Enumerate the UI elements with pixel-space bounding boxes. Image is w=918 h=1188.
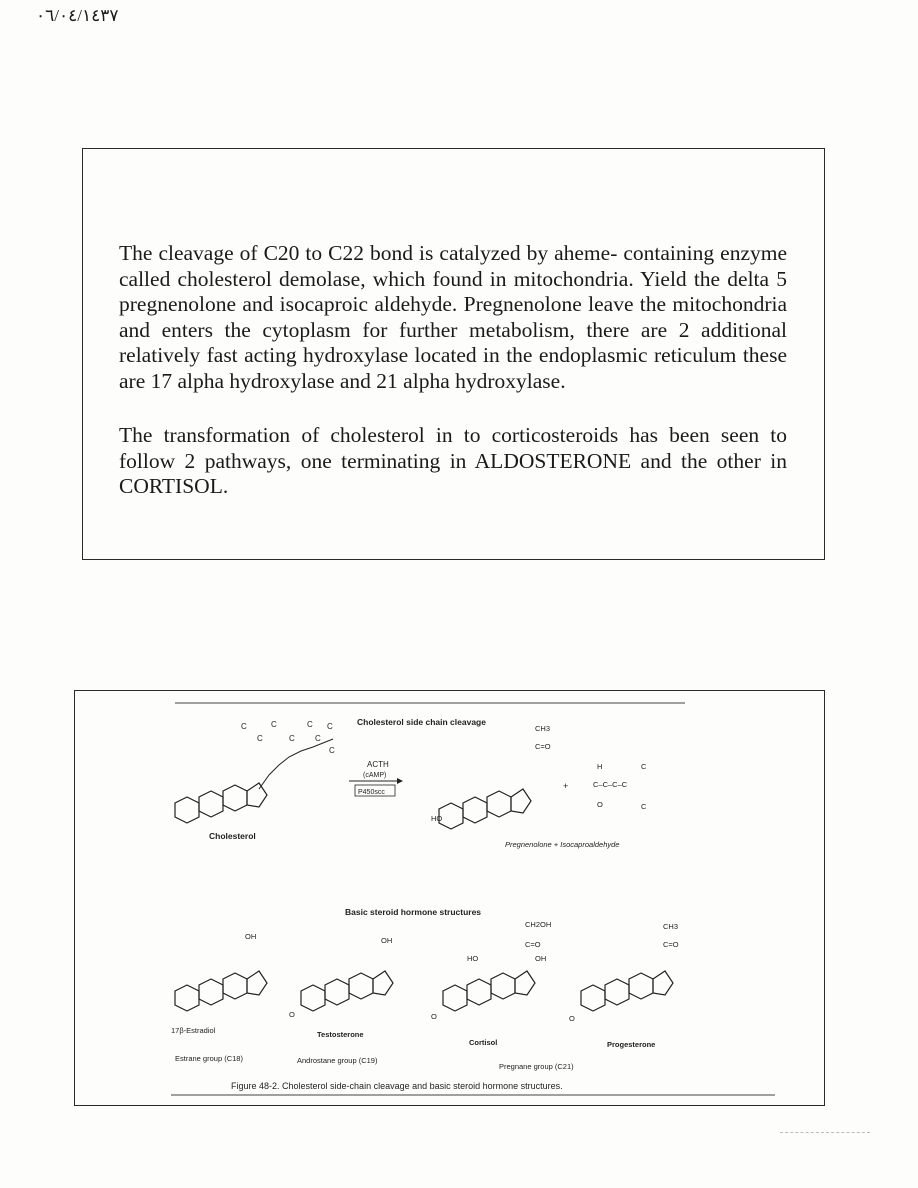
cortisol-structure	[443, 971, 535, 1011]
paragraph-pathways: The transformation of cholesterol in to corticosteroids has been seen to follow 2 pathways, one terminating in ALDOSTERONE and the other in CORTISOL.	[119, 423, 787, 498]
chol-chain-c5: C	[307, 720, 313, 729]
figure-box	[74, 690, 825, 1106]
pregnenolone-ho: HO	[431, 814, 443, 823]
chol-chain-c8: C	[329, 746, 335, 755]
estradiol-structure	[175, 971, 267, 1011]
label-cortisol: Cortisol	[469, 1038, 498, 1047]
pregnenolone-co: C=O	[535, 742, 551, 751]
isocapro-chain: C–C–C–C	[593, 780, 628, 789]
cholesterol-structure	[175, 783, 267, 823]
testosterone-o: O	[289, 1010, 295, 1019]
chol-chain-c1: C	[241, 722, 247, 731]
isocapro-o: O	[597, 800, 603, 809]
cholesterol-side-chain	[259, 739, 333, 789]
progesterone-structure	[581, 971, 673, 1011]
progesterone-ch3: CH3	[663, 922, 679, 931]
plus-sign: +	[563, 781, 569, 791]
isocapro-c-bottom: C	[641, 802, 647, 811]
steroid-figure	[75, 691, 826, 1107]
progesterone-co: C=O	[663, 940, 679, 949]
label-acth: ACTH	[367, 760, 389, 769]
label-camp: (cAMP)	[363, 772, 387, 779]
reaction-arrowhead	[397, 778, 403, 784]
label-products: Pregnenolone + Isocaproaldehyde	[505, 840, 620, 849]
pregnenolone-ch3: CH3	[535, 724, 551, 733]
pregnenolone-structure	[439, 789, 531, 829]
estradiol-oh: OH	[245, 932, 257, 941]
cortisol-ho: HO	[467, 954, 479, 963]
cortisol-o: O	[431, 1012, 437, 1021]
chol-chain-c2: C	[257, 734, 263, 743]
label-progesterone: Progesterone	[607, 1040, 656, 1049]
testosterone-structure	[301, 971, 393, 1011]
label-pregnane: Pregnane group (C21)	[499, 1062, 574, 1071]
cortisol-ch2oh: CH2OH	[525, 920, 552, 929]
label-testosterone: Testosterone	[317, 1030, 364, 1039]
chol-chain-c6: C	[315, 734, 321, 743]
chol-chain-c3: C	[271, 720, 277, 729]
paragraph-cleavage: The cleavage of C20 to C22 bond is catalyzed by aheme- containing enzyme called cholesterol demolase, which found in mitochondria. Yield the delta 5 pregnenolone and isocaproic aldehyde. Pregnenolone leave the mitochondria and enters the cytoplasm for further metabolism, there are 2 additional relatively fast acting hydroxylase located in the endoplasmic reticulum these are 17 alpha hydroxylase and 21 alpha hydroxylase.	[119, 241, 787, 393]
label-enzyme: P450scc	[358, 789, 385, 796]
cortisol-co: C=O	[525, 940, 541, 949]
isocapro-h: H	[597, 762, 603, 771]
label-estradiol: 17β-Estradiol	[171, 1026, 216, 1035]
page-date: ٠٦/٠٤/١٤٣٧	[36, 6, 119, 25]
section1-title: Cholesterol side chain cleavage	[357, 717, 486, 727]
text-box	[82, 148, 825, 560]
cortisol-oh: OH	[535, 954, 547, 963]
label-cholesterol: Cholesterol	[209, 831, 256, 841]
scan-artifact-line	[780, 1132, 870, 1133]
progesterone-o: O	[569, 1014, 575, 1023]
label-estrane: Estrane group (C18)	[175, 1054, 243, 1063]
testosterone-oh: OH	[381, 936, 393, 945]
isocapro-c-top: C	[641, 762, 647, 771]
section2-title: Basic steroid hormone structures	[345, 907, 482, 917]
label-androstane: Androstane group (C19)	[297, 1056, 378, 1065]
figure-caption: Figure 48-2. Cholesterol side-chain cleavage and basic steroid hormone structures.	[231, 1081, 563, 1091]
chol-chain-c7: C	[327, 722, 333, 731]
chol-chain-c4: C	[289, 734, 295, 743]
